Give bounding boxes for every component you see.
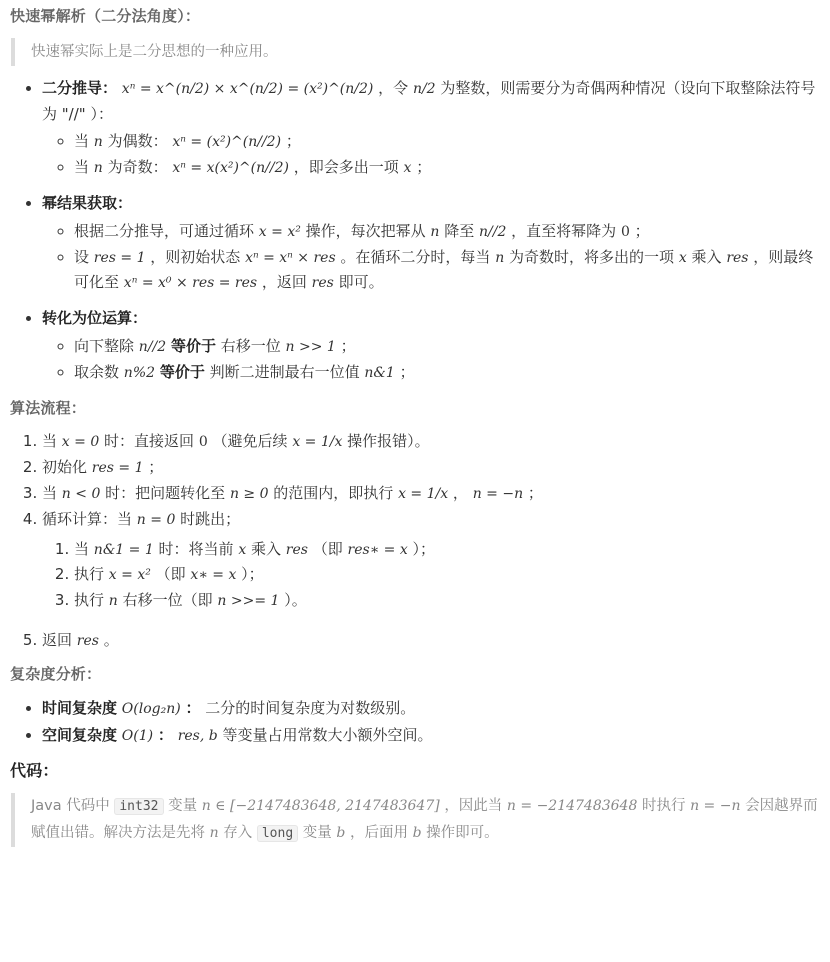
substep-3-c: ）。 [284, 591, 307, 610]
substep-1 [74, 537, 820, 563]
fast-power-list [10, 76, 820, 386]
step-1-c: （避免后续 [212, 432, 288, 451]
code-note-b-var-2: b [412, 824, 422, 841]
result-2-x: x [678, 249, 687, 266]
result-2-formula-1: res = 1 [93, 249, 146, 266]
inline-code-int32: int32 [114, 798, 163, 815]
result-1-e: ； [634, 221, 650, 240]
step-2 [42, 455, 820, 481]
code-note-g: 变量 [302, 824, 332, 841]
substep-2-formula: x = x² [108, 567, 151, 584]
bits-2-a: 取余数 [74, 362, 120, 381]
step-3-a: 当 [42, 483, 58, 502]
step-3-formula-3: x = 1/x [398, 485, 449, 502]
code-note-b: 变量 [168, 797, 198, 814]
binary-label: 二分推导： [42, 78, 118, 97]
step-3-e: ； [527, 483, 543, 502]
space-vars: res, b [177, 728, 218, 745]
parity-list [42, 129, 820, 181]
result-1-a: 根据二分推导，可通过循环 [74, 221, 255, 240]
bits-2-formula: n%2 [123, 364, 156, 381]
substep-1-res: res [285, 541, 308, 558]
step-1-formula-2: x = 1/x [292, 434, 343, 451]
binary-n-half: n/2 [412, 80, 436, 97]
list-item-power-result [42, 191, 820, 296]
even-mid: 为偶数： [107, 132, 168, 151]
bits-1-equiv: 等价于 [170, 336, 216, 355]
odd-mid: 为奇数： [107, 158, 168, 177]
time-formula: O(log₂n) [121, 700, 181, 717]
substep-1-a: 当 [74, 539, 90, 558]
even-pre: 当 [74, 132, 90, 151]
substep-3-n: n [108, 593, 118, 610]
bits-1-formula-2: n >> 1 [285, 338, 336, 355]
section-title-complexity: 复杂度分析： [10, 664, 102, 683]
result-2-b: ，则初始状态 [150, 247, 241, 266]
result-2-res: res [726, 249, 749, 266]
substep-2-c: ）； [241, 565, 264, 584]
time-text: 二分的时间复杂度为对数级别。 [205, 698, 416, 717]
substep-3-b: 右移一位（即 [122, 591, 213, 610]
bits-list [42, 334, 820, 386]
code-note-e: 会因越界而赋值出错。解决方法是先将 [31, 797, 818, 841]
list-item-time-complexity [42, 696, 820, 722]
result-2-formula-2: xⁿ = xⁿ × res [245, 249, 336, 266]
code-note-h: ，后面用 [349, 824, 408, 841]
result-2-d: 为奇数时，将多出的一项 [509, 247, 675, 266]
result-2-a: 设 [74, 247, 90, 266]
result-1-b: 操作，每次把幂从 [305, 221, 426, 240]
step-2-b: ； [148, 458, 164, 477]
bits-2-d: ； [399, 362, 415, 381]
step-3-formula: n < 0 [61, 485, 101, 502]
result-1-c: 降至 [444, 221, 475, 240]
substep-2-a: 执行 [74, 565, 105, 584]
space-colon: ： [157, 726, 173, 745]
bits-1-a: 向下整除 [74, 336, 135, 355]
space-label: 空间复杂度 [42, 726, 118, 745]
step-3-c: 的范围内，即执行 [273, 483, 394, 502]
step-3-formula-2: n ≥ 0 [229, 485, 269, 502]
substep-1-formula: n&1 = 1 [93, 541, 154, 558]
substep-2 [74, 562, 820, 588]
substep-1-x: x [238, 541, 247, 558]
list-item-space-complexity [42, 723, 820, 749]
odd-formula: xⁿ = x(x²)^(n//2) [172, 160, 289, 177]
result-label: 幂结果获取： [42, 193, 133, 212]
code-note-d: 时执行 [641, 797, 686, 814]
section-title-algorithm: 算法流程： [10, 398, 87, 417]
substep-2-b: （即 [155, 565, 186, 584]
result-list [42, 219, 820, 296]
step-3 [42, 481, 820, 507]
list-item-res [74, 245, 820, 297]
time-colon: ： [185, 698, 201, 717]
odd-n: n [93, 160, 103, 177]
result-2-e: 乘入 [691, 247, 722, 266]
step-2-formula: res = 1 [91, 460, 144, 477]
code-note-a: Java 代码中 [31, 797, 110, 814]
binary-formula: xⁿ = x^(n/2) × x^(n/2) = (x²)^(n/2) [121, 80, 374, 97]
inline-code-long: long [257, 825, 298, 842]
algorithm-steps [10, 429, 820, 653]
step-1-formula: x = 0 [61, 434, 100, 451]
substep-1-b: 时：将当前 [158, 539, 234, 558]
even-end: ； [285, 132, 301, 151]
loop-substeps [42, 537, 820, 614]
code-note-negate: n = −n [690, 797, 741, 814]
bits-2-formula-2: n&1 [364, 364, 395, 381]
section-title-fast-power: 快速幂解析（二分法角度）： [10, 7, 201, 25]
result-2-c: 。在循环二分时，每当 [340, 247, 491, 266]
bits-1-d: ； [340, 336, 356, 355]
bits-2-equiv: 等价于 [159, 362, 205, 381]
code-note-c: ，因此当 [444, 797, 503, 814]
step-5-a: 返回 [42, 630, 73, 649]
step-3-b: 时：把问题转化至 [105, 483, 226, 502]
step-4-a: 循环计算：当 [42, 509, 133, 528]
odd-end: ； [416, 158, 432, 177]
result-2-i: 即可。 [338, 273, 384, 292]
list-item-bit-ops [42, 306, 820, 385]
even-n: n [93, 134, 103, 151]
substep-2-formula-2: x∗ = x [190, 567, 237, 584]
step-1-d: 操作报错）。 [347, 432, 430, 451]
binary-text-1: ，令 [378, 78, 409, 97]
code-note-range: n ∈ [−2147483648, 2147483647] [201, 797, 440, 814]
step-4 [42, 507, 820, 614]
step-2-a: 初始化 [42, 458, 88, 477]
bits-1-c: 右移一位 [220, 336, 281, 355]
step-4-b: 时跳出； [180, 509, 241, 528]
substep-3-formula: n >>= 1 [217, 593, 280, 610]
intro-quote-text: 快速幂实际上是二分思想的一种应用。 [31, 43, 278, 60]
result-1-zero: 0 [620, 223, 630, 240]
space-formula: O(1) [121, 728, 154, 745]
odd-x: x [403, 160, 412, 177]
step-5-res: res [76, 632, 99, 649]
result-1-d: ，直至将幂降为 [511, 221, 617, 240]
result-2-h: ，返回 [261, 273, 307, 292]
code-note-n: n [209, 824, 219, 841]
substep-3 [74, 588, 820, 614]
odd-mid-2: ，即会多出一项 [293, 158, 399, 177]
step-5-b: 。 [103, 630, 119, 649]
result-1-n: n [430, 223, 440, 240]
result-2-formula-3: xⁿ = x⁰ × res = res [123, 275, 258, 292]
code-note-quote [11, 793, 820, 847]
step-1-a: 当 [42, 432, 58, 451]
result-1-formula: x = x² [258, 223, 301, 240]
code-note-f: 存入 [223, 824, 253, 841]
bits-2-c: 判断二进制最右一位值 [209, 362, 360, 381]
list-item-even [74, 129, 820, 155]
code-note-min: n = −2147483648 [506, 797, 638, 814]
substep-1-formula-2: res∗ = x [347, 541, 408, 558]
substep-1-d: （即 [312, 539, 343, 558]
step-5 [42, 628, 820, 654]
code-note-i: 操作即可。 [426, 824, 499, 841]
binary-text-2: 为整数，则需要分为奇偶两种情况（设向下取整除法符号为 "//" ）： [42, 78, 816, 123]
step-3-d: ， [452, 483, 468, 502]
bits-1-formula: n//2 [138, 338, 167, 355]
intro-quote [11, 38, 820, 66]
section-title-code: 代码： [10, 761, 59, 781]
code-note-b-var: b [336, 824, 346, 841]
time-label: 时间复杂度 [42, 698, 118, 717]
list-item-mod [74, 360, 820, 386]
result-1-n-half: n//2 [479, 223, 507, 240]
list-item-shift [74, 334, 820, 360]
step-1-zero: 0 [198, 434, 208, 451]
step-4-formula: n = 0 [136, 511, 176, 528]
result-2-g: ，则最终可化至 [74, 247, 814, 292]
list-item-binary-derivation [42, 76, 820, 181]
substep-1-e: ）； [412, 539, 436, 558]
step-1-b: 时：直接返回 [104, 432, 195, 451]
substep-3-a: 执行 [74, 591, 105, 610]
list-item-odd [74, 155, 820, 181]
result-2-res-2: res [311, 275, 334, 292]
result-2-n: n [495, 249, 505, 266]
space-text: 等变量占用常数大小额外空间。 [222, 726, 433, 745]
substep-1-c: 乘入 [251, 539, 282, 558]
step-1 [42, 429, 820, 455]
odd-pre: 当 [74, 158, 90, 177]
bits-label: 转化为位运算： [42, 309, 148, 328]
step-3-formula-4: n = −n [472, 485, 524, 502]
even-formula: xⁿ = (x²)^(n//2) [172, 134, 282, 151]
complexity-list [10, 696, 820, 750]
list-item-loop [74, 219, 820, 245]
